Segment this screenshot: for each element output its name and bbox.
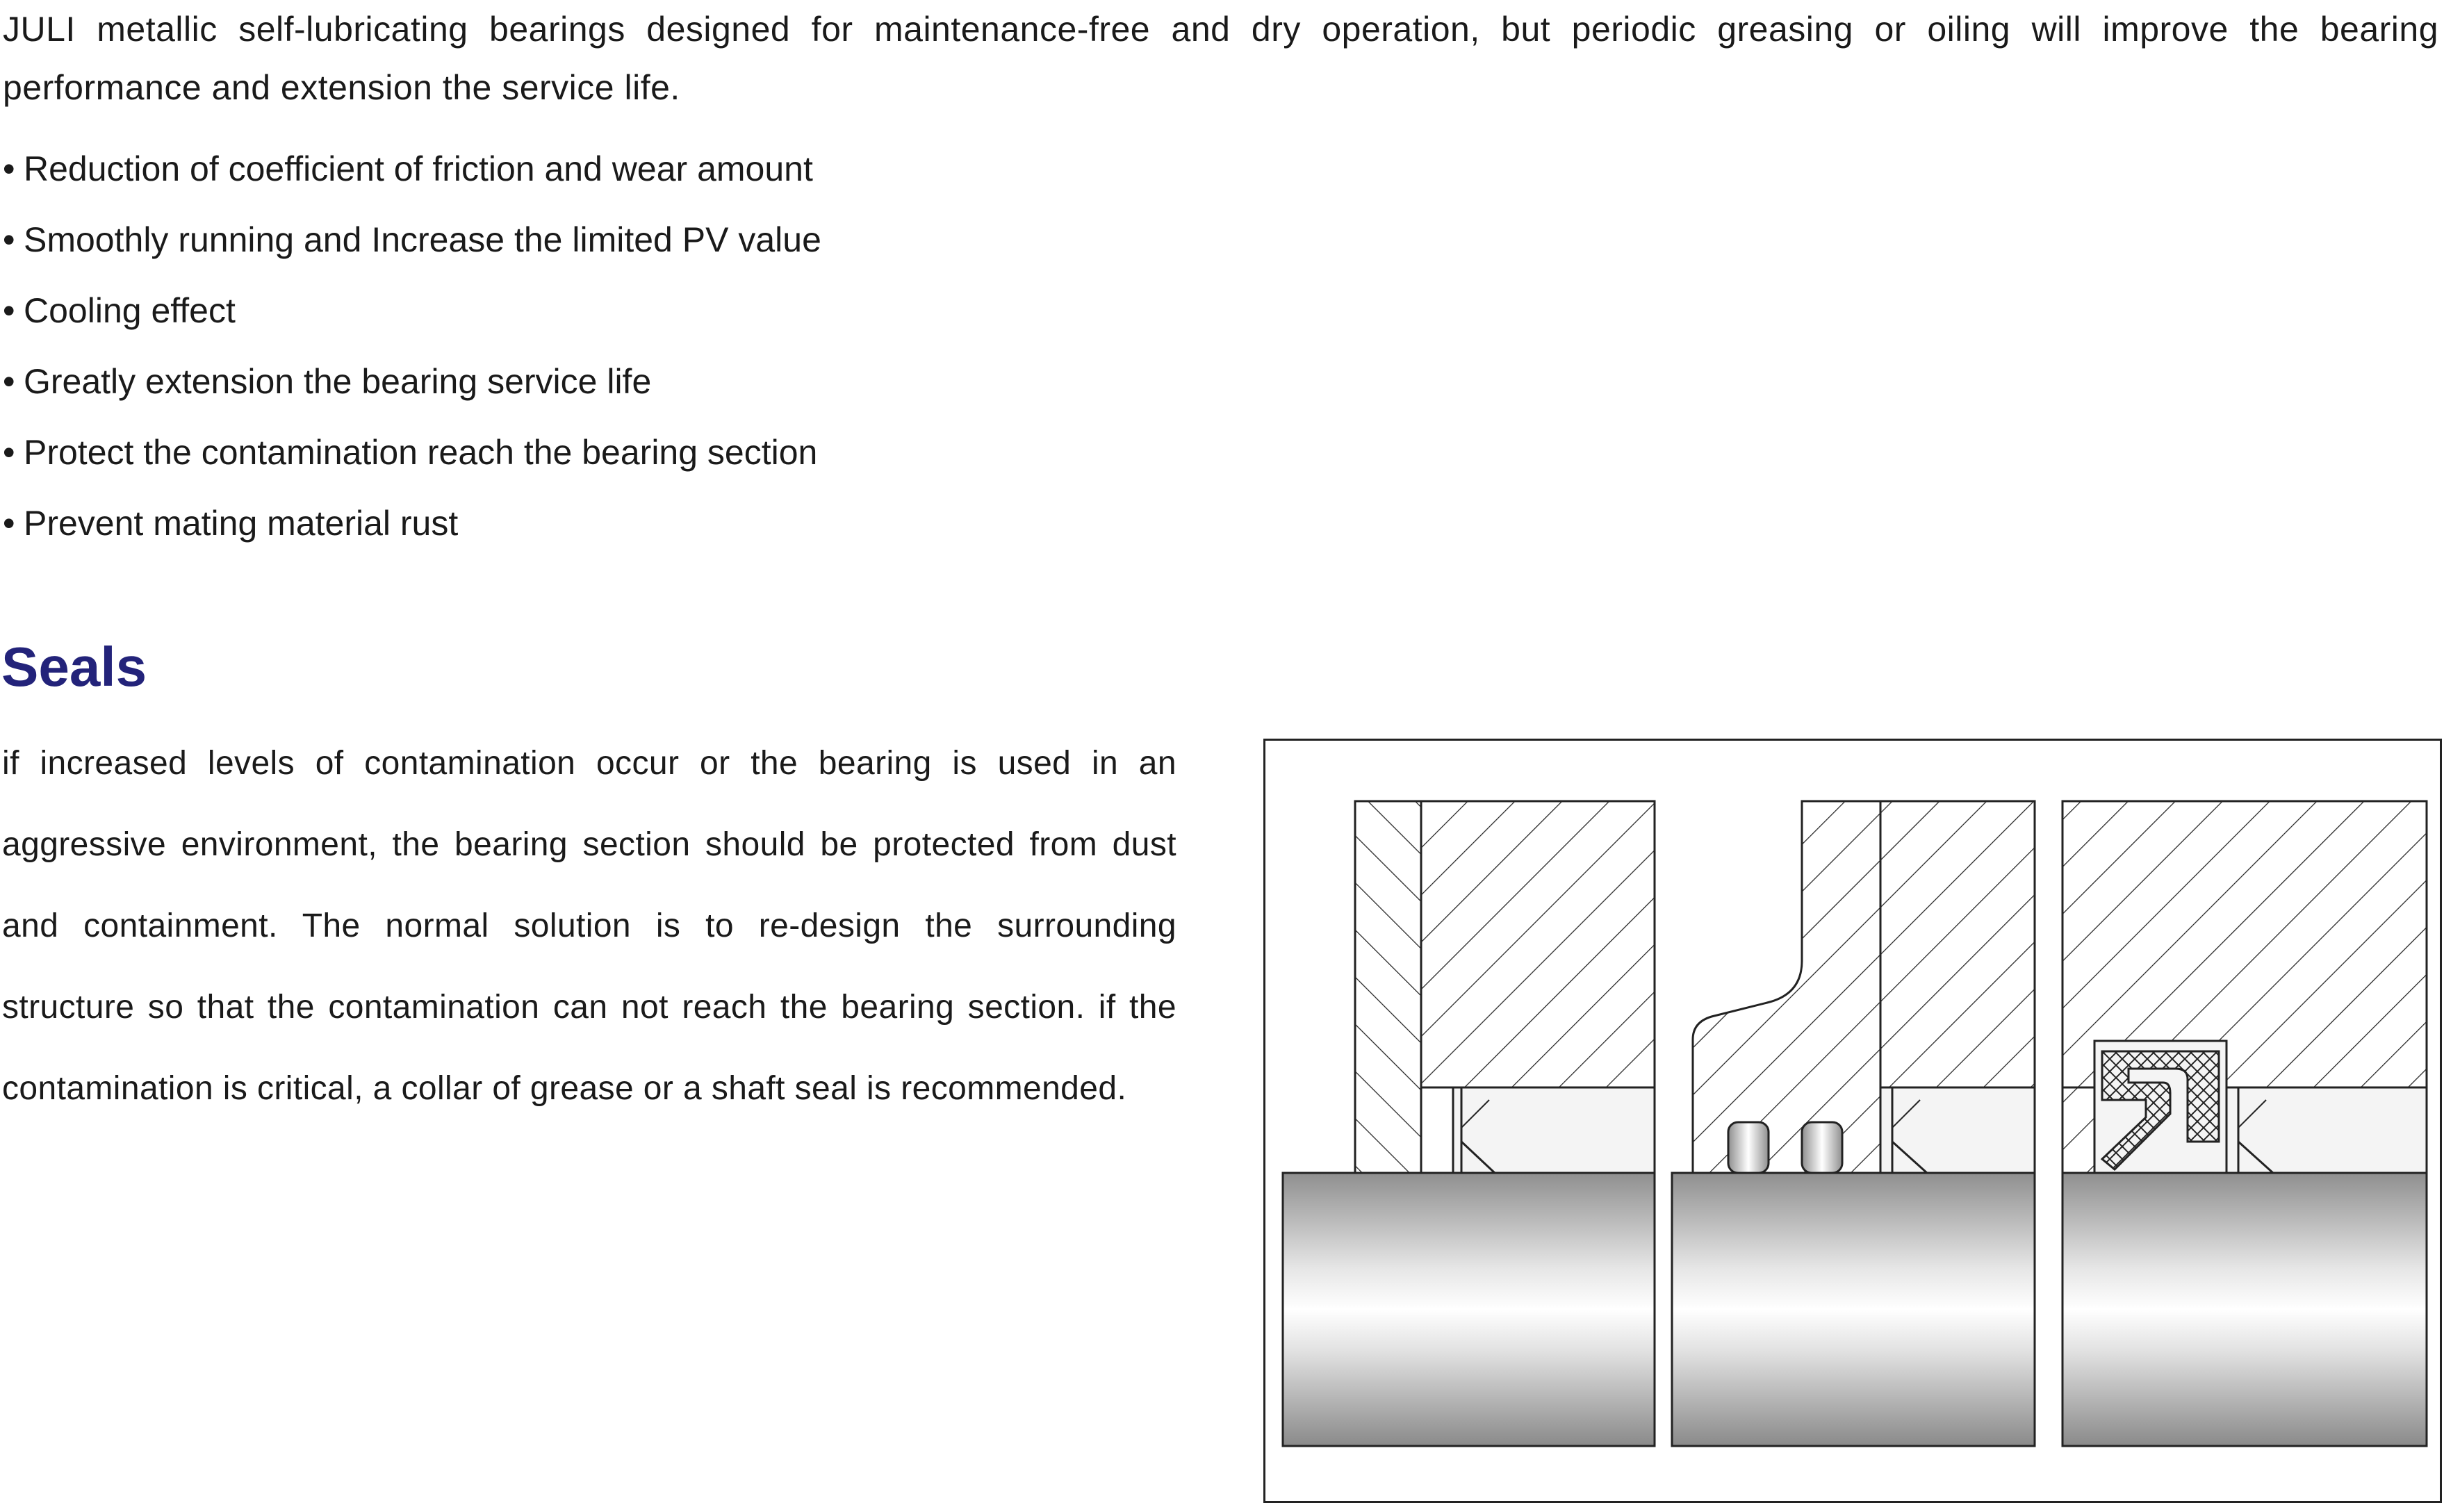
seal-diagram-svg xyxy=(1265,741,2444,1505)
bullet-icon: • xyxy=(3,149,15,188)
grease-groove-ring xyxy=(1728,1122,1769,1173)
benefit-text: Cooling effect xyxy=(24,291,236,330)
seals-heading: Seals xyxy=(1,636,147,698)
benefit-text: Reduction of coefficient of friction and wear amount xyxy=(24,149,813,188)
panel-grease-grooves xyxy=(1672,801,2035,1446)
bullet-icon: • xyxy=(3,291,15,330)
housing-outer-part xyxy=(1355,801,1421,1173)
list-item xyxy=(3,210,821,281)
shaft xyxy=(1283,1173,1655,1446)
bullet-icon: • xyxy=(3,504,15,543)
intro-paragraph: JULI metallic self-lubricating bearings designed for maintenance-free and dry operation, but periodic greasing or oiling will improve the bearing performance and extension the service life. xyxy=(3,10,2438,107)
housing-upper-part xyxy=(1421,801,1655,1087)
seal-diagram xyxy=(1263,739,2442,1503)
bearing-section xyxy=(1453,1087,1655,1173)
list-item xyxy=(3,281,821,352)
bearing-section xyxy=(1880,1087,2035,1173)
benefit-text: Protect the contamination reach the bearing section xyxy=(24,433,818,472)
seals-paragraph: if increased levels of contamination occur or the bearing is used in an aggressive environment, the bearing section should be protected from dust and containment. The normal solution is to re-design the surrounding structure so that the contamination can not reach the bearing section. if the contamination is critical, a collar of grease or a shaft seal is recommended. xyxy=(2,745,1176,1107)
shaft xyxy=(1672,1173,2035,1446)
list-item xyxy=(3,139,821,210)
list-item xyxy=(3,493,821,564)
shaft xyxy=(2062,1173,2427,1446)
benefits-list xyxy=(3,139,821,564)
housing-stepped-part xyxy=(1693,801,1880,1173)
bullet-icon: • xyxy=(3,362,15,401)
benefit-text: Prevent mating material rust xyxy=(24,504,459,543)
panel-shaft-seal xyxy=(2062,801,2427,1446)
list-item xyxy=(3,352,821,422)
grease-groove-ring xyxy=(1802,1122,1842,1173)
list-item xyxy=(3,422,821,493)
bullet-icon: • xyxy=(3,220,15,259)
benefit-text: Smoothly running and Increase the limited PV value xyxy=(24,220,821,259)
bullet-icon: • xyxy=(3,433,15,472)
housing-upper-part xyxy=(1880,801,2035,1087)
benefit-text: Greatly extension the bearing service life xyxy=(24,362,652,401)
bearing-section xyxy=(2226,1087,2427,1173)
panel-plain-housing xyxy=(1283,801,1655,1446)
